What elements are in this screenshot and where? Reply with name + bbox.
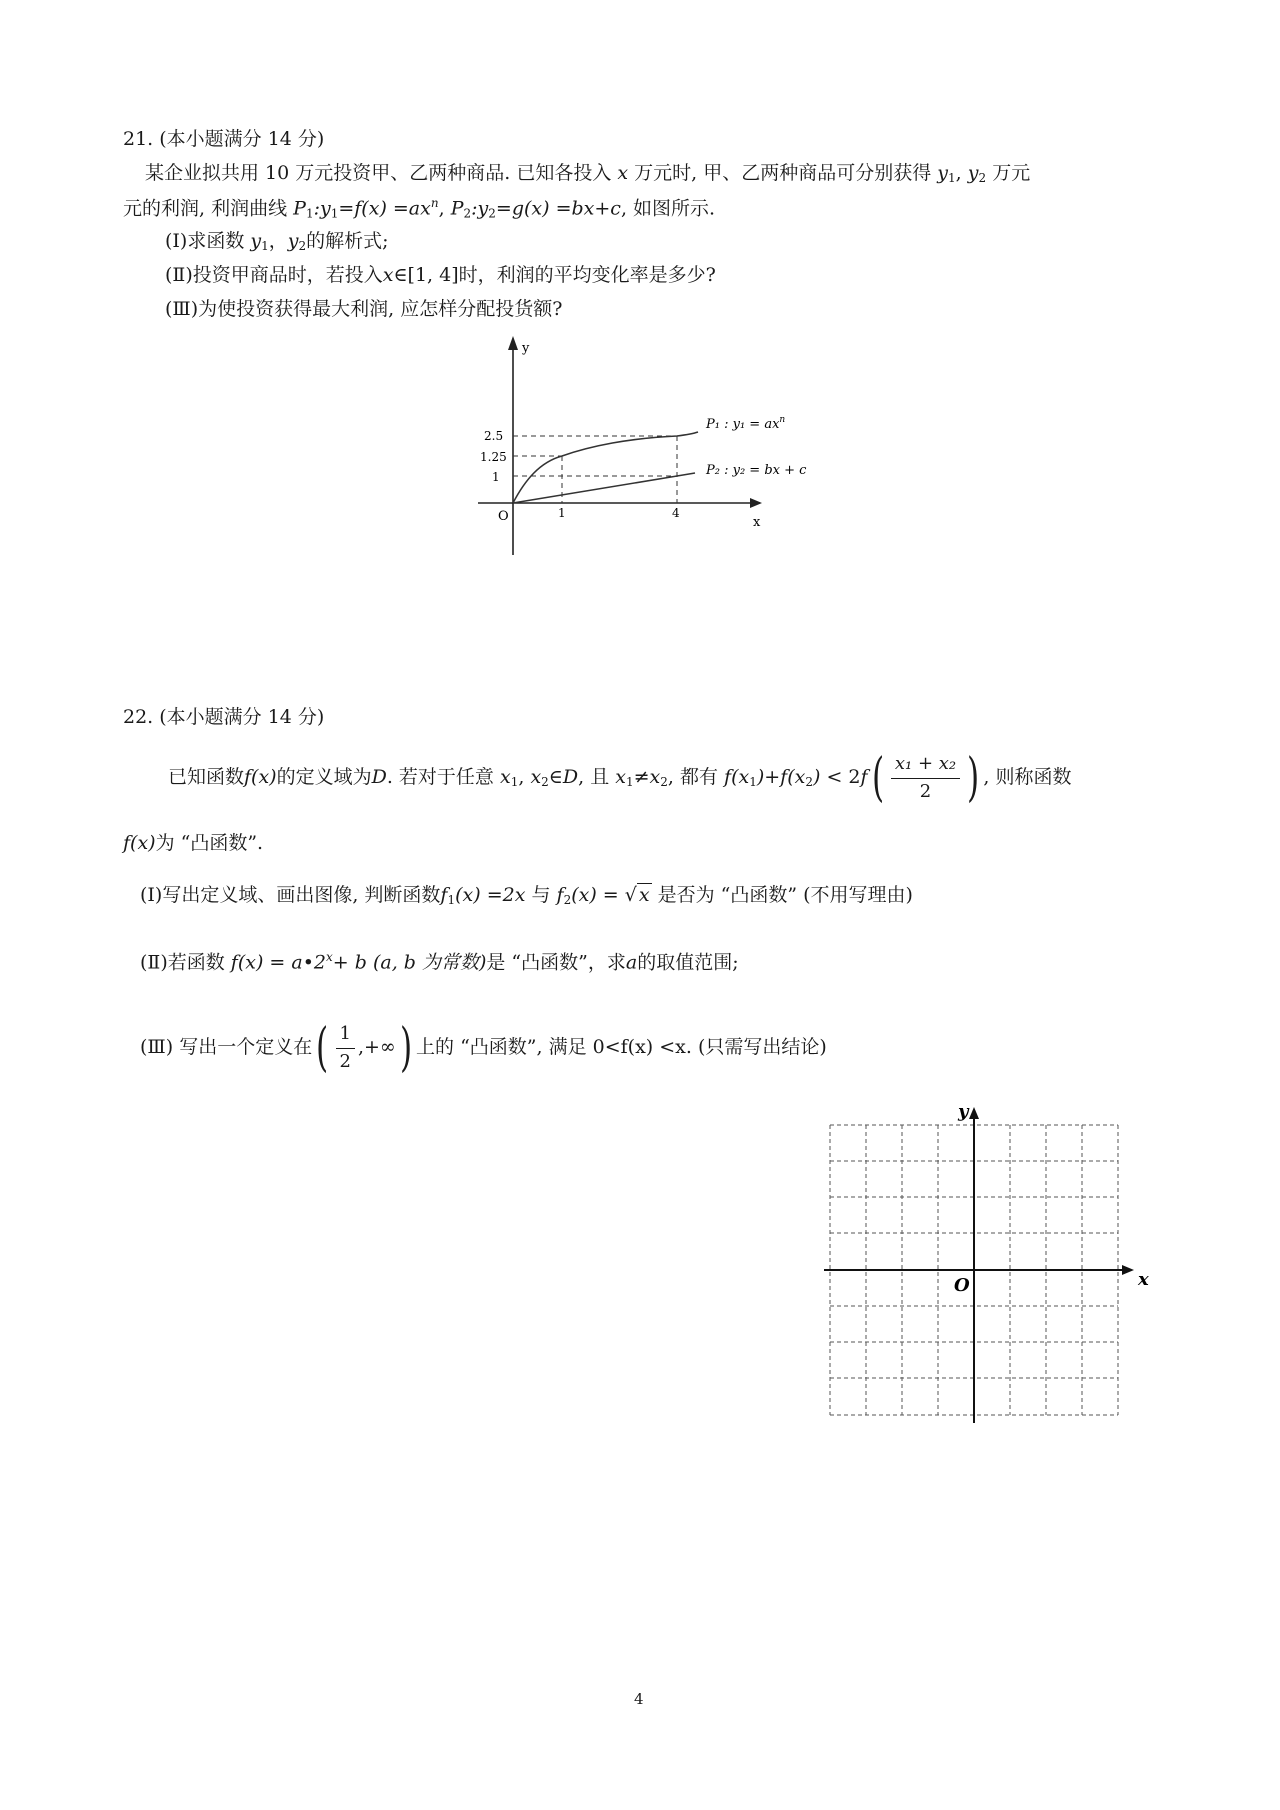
q21-origin-label: O (498, 509, 509, 524)
q22-part1: (Ⅰ)写出定义域、画出图像, 判断函数$f_1(x) =2x$ 与 $f_2(x)$ = √ x 是否为 “凸函数” (不用写理由) (140, 884, 913, 907)
q21-intro-cont: 元的利润, 利润曲线 $P_1:y_1=f(x) =ax^n$, $P_2:y_2=g(x) =bx+c$, 如图所示. (123, 196, 716, 221)
q22-answer-grid (820, 1095, 1160, 1425)
q22-origin-label: O (954, 1275, 970, 1296)
q21-label-p1: P₁ : $y_1 = ax^n$ (706, 415, 786, 432)
q21-profit-figure (470, 330, 807, 560)
q22-x-arrow (1122, 1265, 1134, 1275)
q21-xtick-4: 4 (672, 506, 680, 520)
page-number: 4 (634, 1690, 644, 1708)
q22-part3: (Ⅲ) 写出一个定义在( $\frac{1}{2}$ ,+∞) 上的 “凸函数”, 满足 0<f(x) <x. (只需写出结论) (140, 1018, 827, 1078)
q22-half-fraction: $\frac{1}{2}$ (336, 1023, 355, 1073)
q21-y-axis-label: y (522, 341, 530, 356)
q22-definition-cont: f(x)为 “凸函数”. (123, 832, 264, 854)
q22-part2: (Ⅱ)若函数 $f(x) = a•2^x+ b$ (a, b 为常数)是 “凸函数”，求a的取值范围; (140, 950, 739, 974)
q22-midpoint-fraction: $\frac{\text{x₁ + x₂}}{2}$ (891, 753, 960, 803)
q21-ytick-2-5: 2.5 (484, 429, 504, 443)
q21-ytick-1: 1 (492, 470, 500, 484)
q21-y-arrow (508, 336, 518, 350)
q21-x-arrow (750, 498, 762, 508)
q22-x-axis-label: x (1138, 1269, 1149, 1290)
q21-curve-p1 (513, 432, 698, 503)
q21-part2: (Ⅱ)投资甲商品时，若投入x∈[1, 4]时，利润的平均变化率是多少? (165, 264, 716, 286)
q21-part1: (Ⅰ)求函数 $y_1$，$y_2$的解析式; (165, 230, 389, 253)
q21-line-p2 (513, 473, 695, 503)
q22-header: 22. (本小题满分 14 分) (123, 706, 325, 728)
q21-xtick-1: 1 (558, 506, 566, 520)
q21-intro: 某企业拟共用 10 万元投资甲、乙两种商品. 已知各投入 x 万元时, 甲、乙两种商品可分别获得 $y_1$, $y_2$ 万元 (145, 162, 1031, 185)
q21-label-p2: P₂ : y₂ = bx + c (706, 463, 807, 478)
q21-x-axis-label: x (753, 515, 761, 530)
q22-y-arrow (969, 1107, 979, 1119)
q22-definition: 已知函数f(x)的定义域为D. 若对于任意 $x_1$, $x_2\in D$, 且 $x_1\ne x_2$, 都有 $f(x_1)+f(x_2) < 2f$( $\frac{\text{x₁ + x₂}}{2}$ ) , 则称函数 (168, 748, 1072, 808)
q21-header: 21. (本小题满分 14 分) (123, 128, 325, 150)
q21-part3: (Ⅲ)为使投资获得最大利润, 应怎样分配投货额? (165, 298, 563, 320)
q22-y-axis-label: y (958, 1101, 969, 1122)
q21-ytick-1-25: 1.25 (480, 450, 507, 464)
